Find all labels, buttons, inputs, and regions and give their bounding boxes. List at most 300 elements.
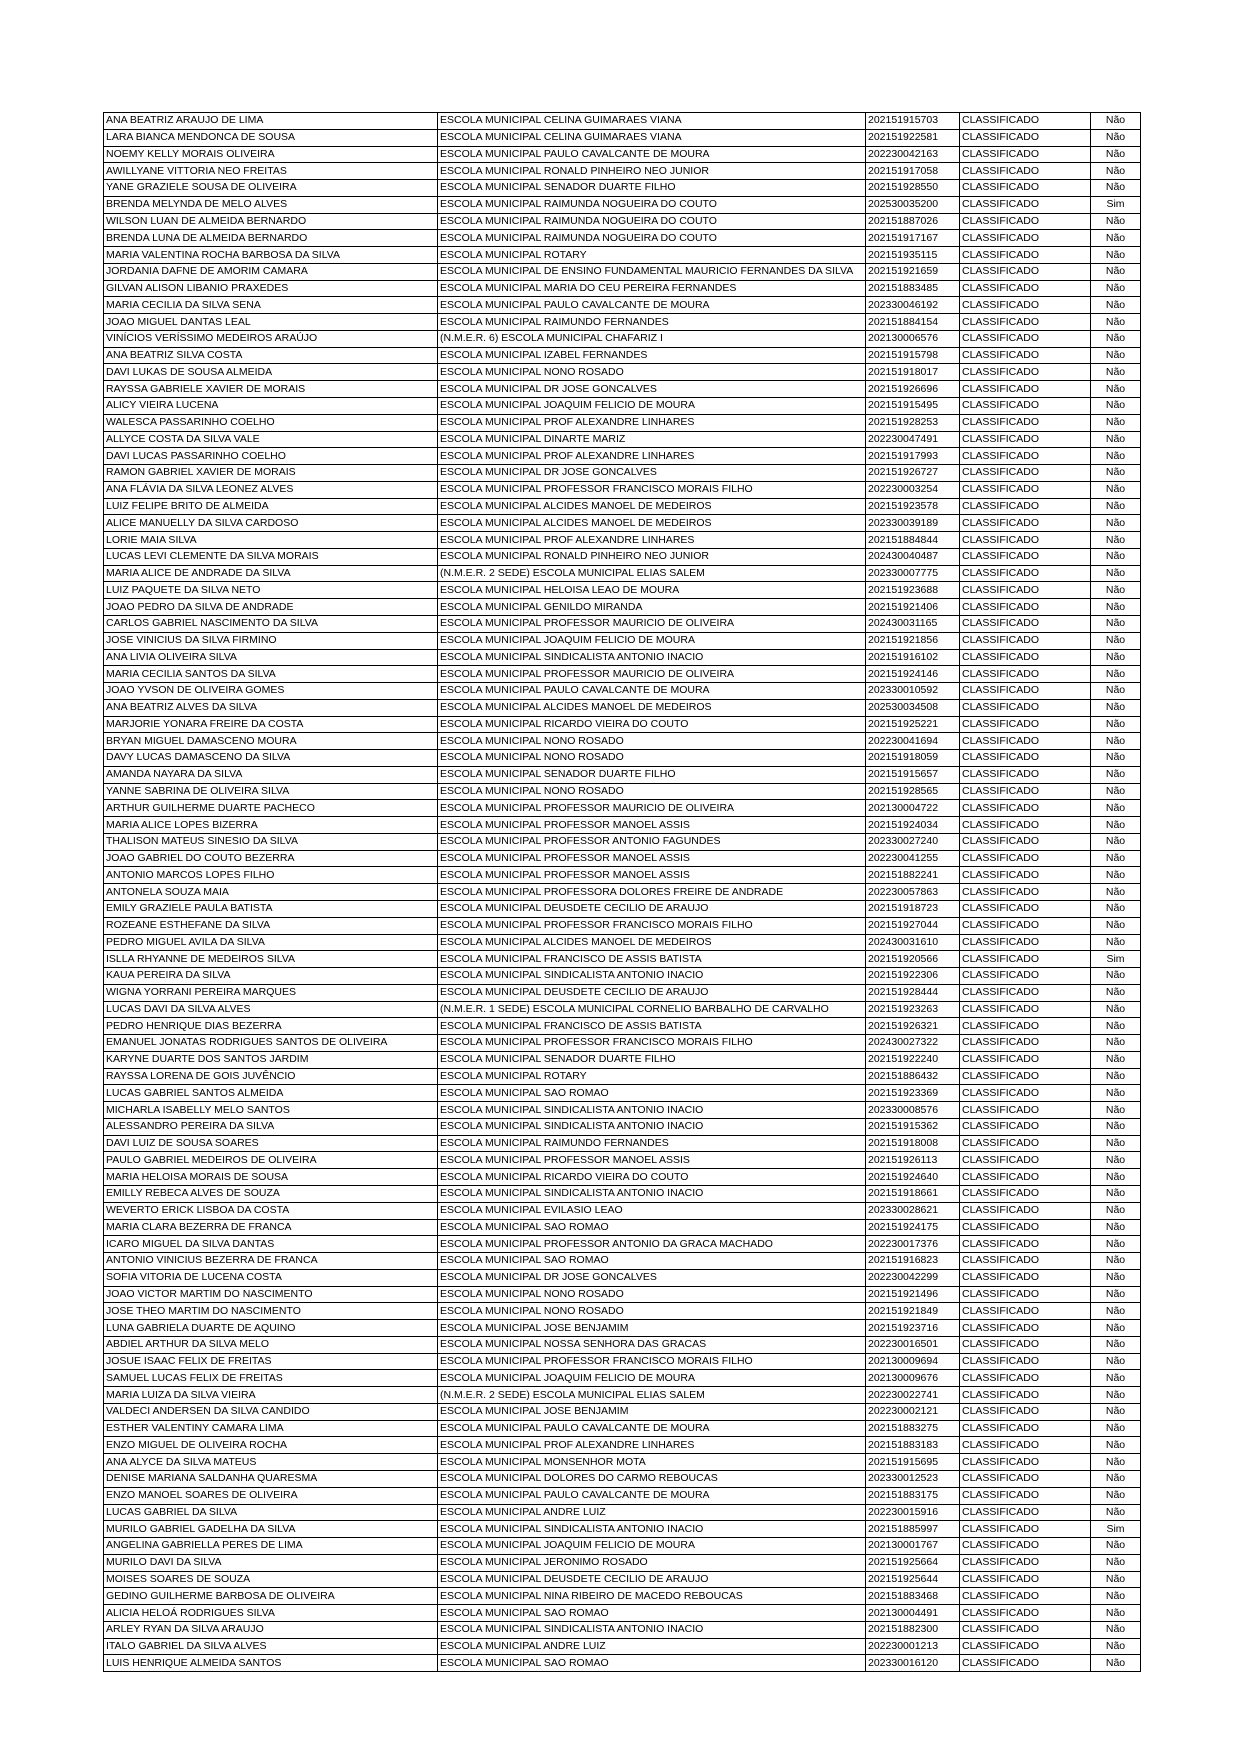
student-name-cell: JOAO MIGUEL DANTAS LEAL [104, 314, 438, 331]
student-name-cell: ALICIA HELOÁ RODRIGUES SILVA [104, 1605, 438, 1622]
registration-number-cell: 202151915657 [866, 766, 960, 783]
registration-number-cell: 202151922240 [866, 1051, 960, 1068]
flag-cell: Não [1091, 515, 1141, 532]
registration-number-cell: 202151917993 [866, 448, 960, 465]
flag-cell: Não [1091, 414, 1141, 431]
student-name-cell: MOISES SOARES DE SOUZA [104, 1571, 438, 1588]
status-cell: CLASSIFICADO [960, 1051, 1091, 1068]
table-row [104, 230, 1141, 247]
school-name-cell: ESCOLA MUNICIPAL SAO ROMAO [438, 1605, 866, 1622]
status-cell: CLASSIFICADO [960, 1605, 1091, 1622]
flag-cell: Não [1091, 1035, 1141, 1052]
flag-cell: Não [1091, 1336, 1141, 1353]
registration-number-cell: 202230041694 [866, 733, 960, 750]
table-row [104, 1538, 1141, 1555]
flag-cell: Não [1091, 850, 1141, 867]
student-name-cell: KAUA PEREIRA DA SILVA [104, 968, 438, 985]
status-cell: CLASSIFICADO [960, 766, 1091, 783]
table-row [104, 431, 1141, 448]
flag-cell: Não [1091, 733, 1141, 750]
status-cell: CLASSIFICADO [960, 666, 1091, 683]
student-name-cell: MARIA LUIZA DA SILVA VIEIRA [104, 1387, 438, 1404]
table-row [104, 867, 1141, 884]
flag-cell: Não [1091, 565, 1141, 582]
student-name-cell: LUIS HENRIQUE ALMEIDA SANTOS [104, 1655, 438, 1672]
table-row [104, 465, 1141, 482]
registration-number-cell: 202330039189 [866, 515, 960, 532]
flag-cell: Não [1091, 1236, 1141, 1253]
status-cell: CLASSIFICADO [960, 146, 1091, 163]
status-cell: CLASSIFICADO [960, 1370, 1091, 1387]
flag-cell: Não [1091, 1454, 1141, 1471]
student-name-cell: RAMON GABRIEL XAVIER DE MORAIS [104, 465, 438, 482]
student-name-cell: LUIZ PAQUETE DA SILVA NETO [104, 582, 438, 599]
student-name-cell: ANA FLÁVIA DA SILVA LEONEZ ALVES [104, 481, 438, 498]
flag-cell: Não [1091, 532, 1141, 549]
school-name-cell: ESCOLA MUNICIPAL DEUSDETE CECILIO DE ARAUJO [438, 1571, 866, 1588]
registration-number-cell: 202230016501 [866, 1336, 960, 1353]
flag-cell: Não [1091, 431, 1141, 448]
registration-number-cell: 202230042299 [866, 1269, 960, 1286]
table-row [104, 766, 1141, 783]
school-name-cell: ESCOLA MUNICIPAL JOAQUIM FELICIO DE MOURA [438, 1538, 866, 1555]
status-cell: CLASSIFICADO [960, 1554, 1091, 1571]
status-cell: CLASSIFICADO [960, 1085, 1091, 1102]
school-name-cell: ESCOLA MUNICIPAL PROFESSOR MANOEL ASSIS [438, 1152, 866, 1169]
table-row [104, 1638, 1141, 1655]
flag-cell: Não [1091, 1403, 1141, 1420]
student-name-cell: DAVI LUCAS PASSARINHO COELHO [104, 448, 438, 465]
flag-cell: Não [1091, 297, 1141, 314]
table-row [104, 163, 1141, 180]
registration-number-cell: 202151916102 [866, 649, 960, 666]
status-cell: CLASSIFICADO [960, 884, 1091, 901]
flag-cell: Não [1091, 666, 1141, 683]
table-row [104, 800, 1141, 817]
status-cell: CLASSIFICADO [960, 1286, 1091, 1303]
table-row [104, 968, 1141, 985]
student-name-cell: AWILLYANE VITTORIA NEO FREITAS [104, 163, 438, 180]
status-cell: CLASSIFICADO [960, 968, 1091, 985]
flag-cell: Não [1091, 800, 1141, 817]
status-cell: CLASSIFICADO [960, 1336, 1091, 1353]
student-name-cell: NOEMY KELLY MORAIS OLIVEIRA [104, 146, 438, 163]
student-name-cell: VINÍCIOS VERÍSSIMO MEDEIROS ARAÚJO [104, 330, 438, 347]
school-name-cell: ESCOLA MUNICIPAL PROFESSOR MAURICIO DE OLIVEIRA [438, 666, 866, 683]
flag-cell: Não [1091, 968, 1141, 985]
school-name-cell: ESCOLA MUNICIPAL DR JOSE GONCALVES [438, 1269, 866, 1286]
registration-number-cell: 202151883183 [866, 1437, 960, 1454]
status-cell: CLASSIFICADO [960, 1571, 1091, 1588]
student-name-cell: PEDRO HENRIQUE DIAS BEZERRA [104, 1018, 438, 1035]
registration-number-cell: 202330010592 [866, 683, 960, 700]
flag-cell: Não [1091, 163, 1141, 180]
student-name-cell: JORDANIA DAFNE DE AMORIM CAMARA [104, 263, 438, 280]
registration-number-cell: 202230022741 [866, 1387, 960, 1404]
school-name-cell: ESCOLA MUNICIPAL PROFESSOR MANOEL ASSIS [438, 867, 866, 884]
registration-number-cell: 202530035200 [866, 196, 960, 213]
table-row [104, 1454, 1141, 1471]
school-name-cell: ESCOLA MUNICIPAL SAO ROMAO [438, 1253, 866, 1270]
school-name-cell: ESCOLA MUNICIPAL SINDICALISTA ANTONIO INACIO [438, 1118, 866, 1135]
status-cell: CLASSIFICADO [960, 599, 1091, 616]
table-row [104, 1471, 1141, 1488]
flag-cell: Não [1091, 884, 1141, 901]
student-name-cell: THALISON MATEUS SINESIO DA SILVA [104, 833, 438, 850]
status-cell: CLASSIFICADO [960, 1135, 1091, 1152]
status-cell: CLASSIFICADO [960, 532, 1091, 549]
registration-number-cell: 202151917167 [866, 230, 960, 247]
flag-cell: Não [1091, 1353, 1141, 1370]
student-name-cell: JOAO YVSON DE OLIVEIRA GOMES [104, 683, 438, 700]
flag-cell: Não [1091, 1051, 1141, 1068]
flag-cell: Não [1091, 213, 1141, 230]
school-name-cell: ESCOLA MUNICIPAL NONO ROSADO [438, 783, 866, 800]
flag-cell: Não [1091, 1186, 1141, 1203]
student-name-cell: KARYNE DUARTE DOS SANTOS JARDIM [104, 1051, 438, 1068]
student-name-cell: ALESSANDRO PEREIRA DA SILVA [104, 1118, 438, 1135]
flag-cell: Não [1091, 934, 1141, 951]
status-cell: CLASSIFICADO [960, 465, 1091, 482]
status-cell: CLASSIFICADO [960, 1437, 1091, 1454]
student-name-cell: MICHARLA ISABELLY MELO SANTOS [104, 1102, 438, 1119]
student-name-cell: DAVI LUKAS DE SOUSA ALMEIDA [104, 364, 438, 381]
registration-number-cell: 202151928253 [866, 414, 960, 431]
registration-number-cell: 202151923263 [866, 1001, 960, 1018]
school-name-cell: ESCOLA MUNICIPAL CELINA GUIMARAES VIANA [438, 129, 866, 146]
student-name-cell: MURILO GABRIEL GADELHA DA SILVA [104, 1521, 438, 1538]
student-name-cell: ALICY VIEIRA LUCENA [104, 398, 438, 415]
status-cell: CLASSIFICADO [960, 1152, 1091, 1169]
status-cell: CLASSIFICADO [960, 783, 1091, 800]
status-cell: CLASSIFICADO [960, 1068, 1091, 1085]
status-cell: CLASSIFICADO [960, 398, 1091, 415]
flag-cell: Não [1091, 481, 1141, 498]
student-name-cell: JOSUE ISAAC FELIX DE FREITAS [104, 1353, 438, 1370]
status-cell: CLASSIFICADO [960, 247, 1091, 264]
status-cell: CLASSIFICADO [960, 1420, 1091, 1437]
flag-cell: Não [1091, 1219, 1141, 1236]
school-name-cell: ESCOLA MUNICIPAL PROFESSOR MAURICIO DE OLIVEIRA [438, 800, 866, 817]
registration-number-cell: 202151926113 [866, 1152, 960, 1169]
status-cell: CLASSIFICADO [960, 1303, 1091, 1320]
status-cell: CLASSIFICADO [960, 1387, 1091, 1404]
student-name-cell: LUCAS LEVI CLEMENTE DA SILVA MORAIS [104, 548, 438, 565]
table-row [104, 515, 1141, 532]
status-cell: CLASSIFICADO [960, 347, 1091, 364]
school-name-cell: ESCOLA MUNICIPAL RAIMUNDA NOGUEIRA DO COUTO [438, 213, 866, 230]
flag-cell: Não [1091, 129, 1141, 146]
school-name-cell: ESCOLA MUNICIPAL RAIMUNDO FERNANDES [438, 314, 866, 331]
table-row [104, 314, 1141, 331]
flag-cell: Não [1091, 649, 1141, 666]
registration-number-cell: 202151887026 [866, 213, 960, 230]
school-name-cell: ESCOLA MUNICIPAL RAIMUNDA NOGUEIRA DO COUTO [438, 196, 866, 213]
status-cell: CLASSIFICADO [960, 1487, 1091, 1504]
registration-number-cell: 202151928565 [866, 783, 960, 800]
flag-cell: Sim [1091, 1521, 1141, 1538]
student-name-cell: RAYSSA LORENA DE GOIS JUVÊNCIO [104, 1068, 438, 1085]
flag-cell: Não [1091, 263, 1141, 280]
table-row [104, 1554, 1141, 1571]
registration-number-cell: 202151883485 [866, 280, 960, 297]
status-cell: CLASSIFICADO [960, 1588, 1091, 1605]
school-name-cell: ESCOLA MUNICIPAL ANDRE LUIZ [438, 1638, 866, 1655]
school-name-cell: ESCOLA MUNICIPAL ALCIDES MANOEL DE MEDEIROS [438, 699, 866, 716]
school-name-cell: ESCOLA MUNICIPAL PROFESSOR MANOEL ASSIS [438, 850, 866, 867]
status-cell: CLASSIFICADO [960, 381, 1091, 398]
status-cell: CLASSIFICADO [960, 314, 1091, 331]
flag-cell: Não [1091, 1655, 1141, 1672]
status-cell: CLASSIFICADO [960, 180, 1091, 197]
status-cell: CLASSIFICADO [960, 280, 1091, 297]
table-row [104, 1504, 1141, 1521]
flag-cell: Não [1091, 1437, 1141, 1454]
table-row [104, 1068, 1141, 1085]
results-table-body [104, 113, 1141, 1672]
table-row [104, 649, 1141, 666]
student-name-cell: AMANDA NAYARA DA SILVA [104, 766, 438, 783]
school-name-cell: ESCOLA MUNICIPAL ALCIDES MANOEL DE MEDEIROS [438, 934, 866, 951]
table-row [104, 414, 1141, 431]
table-row [104, 1588, 1141, 1605]
student-name-cell: ABDIEL ARTHUR DA SILVA MELO [104, 1336, 438, 1353]
student-name-cell: JOAO PEDRO DA SILVA DE ANDRADE [104, 599, 438, 616]
registration-number-cell: 202430031165 [866, 615, 960, 632]
school-name-cell: ESCOLA MUNICIPAL RICARDO VIEIRA DO COUTO [438, 716, 866, 733]
school-name-cell: ESCOLA MUNICIPAL NOSSA SENHORA DAS GRACAS [438, 1336, 866, 1353]
registration-number-cell: 202130004491 [866, 1605, 960, 1622]
table-row [104, 1219, 1141, 1236]
flag-cell: Não [1091, 582, 1141, 599]
table-row [104, 1152, 1141, 1169]
table-row [104, 1420, 1141, 1437]
student-name-cell: ANA BEATRIZ ALVES DA SILVA [104, 699, 438, 716]
table-row [104, 1521, 1141, 1538]
flag-cell: Não [1091, 683, 1141, 700]
school-name-cell: ESCOLA MUNICIPAL JOSE BENJAMIM [438, 1320, 866, 1337]
flag-cell: Não [1091, 548, 1141, 565]
status-cell: CLASSIFICADO [960, 632, 1091, 649]
table-row [104, 213, 1141, 230]
school-name-cell: ESCOLA MUNICIPAL HELOISA LEAO DE MOURA [438, 582, 866, 599]
student-name-cell: ANA BEATRIZ SILVA COSTA [104, 347, 438, 364]
school-name-cell: ESCOLA MUNICIPAL SINDICALISTA ANTONIO INACIO [438, 968, 866, 985]
table-row [104, 1102, 1141, 1119]
table-row [104, 297, 1141, 314]
flag-cell: Não [1091, 984, 1141, 1001]
student-name-cell: LUCAS DAVI DA SILVA ALVES [104, 1001, 438, 1018]
flag-cell: Não [1091, 1169, 1141, 1186]
school-name-cell: ESCOLA MUNICIPAL PROF ALEXANDRE LINHARES [438, 448, 866, 465]
student-name-cell: ANTONIO VINICIUS BEZERRA DE FRANCA [104, 1253, 438, 1270]
status-cell: CLASSIFICADO [960, 1269, 1091, 1286]
registration-number-cell: 202330007775 [866, 565, 960, 582]
status-cell: CLASSIFICADO [960, 1236, 1091, 1253]
flag-cell: Não [1091, 1085, 1141, 1102]
school-name-cell: ESCOLA MUNICIPAL JOAQUIM FELICIO DE MOURA [438, 398, 866, 415]
student-name-cell: ALICE MANUELLY DA SILVA CARDOSO [104, 515, 438, 532]
flag-cell: Não [1091, 230, 1141, 247]
registration-number-cell: 202151922306 [866, 968, 960, 985]
school-name-cell: ESCOLA MUNICIPAL RICARDO VIEIRA DO COUTO [438, 1169, 866, 1186]
registration-number-cell: 202151918008 [866, 1135, 960, 1152]
student-name-cell: MARIA CLARA BEZERRA DE FRANCA [104, 1219, 438, 1236]
table-row [104, 398, 1141, 415]
school-name-cell: ESCOLA MUNICIPAL DEUSDETE CECILIO DE ARAUJO [438, 984, 866, 1001]
table-row [104, 1135, 1141, 1152]
student-name-cell: RAYSSA GABRIELE XAVIER DE MORAIS [104, 381, 438, 398]
school-name-cell: ESCOLA MUNICIPAL PAULO CAVALCANTE DE MOURA [438, 146, 866, 163]
student-name-cell: SOFIA VITORIA DE LUCENA COSTA [104, 1269, 438, 1286]
student-name-cell: ROZEANE ESTHEFANE DA SILVA [104, 917, 438, 934]
table-row [104, 1202, 1141, 1219]
school-name-cell: ESCOLA MUNICIPAL SAO ROMAO [438, 1085, 866, 1102]
status-cell: CLASSIFICADO [960, 800, 1091, 817]
registration-number-cell: 202151928444 [866, 984, 960, 1001]
status-cell: CLASSIFICADO [960, 565, 1091, 582]
student-name-cell: ENZO MANOEL SOARES DE OLIVEIRA [104, 1487, 438, 1504]
school-name-cell: (N.M.E.R. 2 SEDE) ESCOLA MUNICIPAL ELIAS SALEM [438, 1387, 866, 1404]
student-name-cell: MARIA VALENTINA ROCHA BARBOSA DA SILVA [104, 247, 438, 264]
table-row [104, 481, 1141, 498]
school-name-cell: ESCOLA MUNICIPAL ANDRE LUIZ [438, 1504, 866, 1521]
table-row [104, 900, 1141, 917]
registration-number-cell: 202330046192 [866, 297, 960, 314]
registration-number-cell: 202151884844 [866, 532, 960, 549]
status-cell: CLASSIFICADO [960, 1621, 1091, 1638]
flag-cell: Não [1091, 1253, 1141, 1270]
student-name-cell: ANTONIO MARCOS LOPES FILHO [104, 867, 438, 884]
registration-number-cell: 202151926727 [866, 465, 960, 482]
student-name-cell: ANA ALYCE DA SILVA MATEUS [104, 1454, 438, 1471]
school-name-cell: ESCOLA MUNICIPAL JOAQUIM FELICIO DE MOURA [438, 1370, 866, 1387]
school-name-cell: ESCOLA MUNICIPAL ALCIDES MANOEL DE MEDEIROS [438, 515, 866, 532]
school-name-cell: ESCOLA MUNICIPAL RONALD PINHEIRO NEO JUNIOR [438, 163, 866, 180]
table-row [104, 1286, 1141, 1303]
table-row [104, 247, 1141, 264]
status-cell: CLASSIFICADO [960, 649, 1091, 666]
flag-cell: Não [1091, 1135, 1141, 1152]
status-cell: CLASSIFICADO [960, 750, 1091, 767]
registration-number-cell: 202330012523 [866, 1471, 960, 1488]
registration-number-cell: 202151924640 [866, 1169, 960, 1186]
school-name-cell: ESCOLA MUNICIPAL PROFESSOR MAURICIO DE OLIVEIRA [438, 615, 866, 632]
status-cell: CLASSIFICADO [960, 1353, 1091, 1370]
school-name-cell: ESCOLA MUNICIPAL PROFESSORA DOLORES FREIRE DE ANDRADE [438, 884, 866, 901]
table-row [104, 783, 1141, 800]
school-name-cell: ESCOLA MUNICIPAL SENADOR DUARTE FILHO [438, 766, 866, 783]
status-cell: CLASSIFICADO [960, 1118, 1091, 1135]
table-row [104, 1437, 1141, 1454]
registration-number-cell: 202151882300 [866, 1621, 960, 1638]
student-name-cell: ENZO MIGUEL DE OLIVEIRA ROCHA [104, 1437, 438, 1454]
status-cell: CLASSIFICADO [960, 1219, 1091, 1236]
flag-cell: Não [1091, 1605, 1141, 1622]
table-row [104, 532, 1141, 549]
status-cell: CLASSIFICADO [960, 917, 1091, 934]
registration-number-cell: 202430031610 [866, 934, 960, 951]
registration-number-cell: 202151915495 [866, 398, 960, 415]
flag-cell: Não [1091, 280, 1141, 297]
school-name-cell: ESCOLA MUNICIPAL ALCIDES MANOEL DE MEDEIROS [438, 498, 866, 515]
table-row [104, 1186, 1141, 1203]
table-row [104, 1336, 1141, 1353]
flag-cell: Não [1091, 364, 1141, 381]
status-cell: CLASSIFICADO [960, 1538, 1091, 1555]
table-row [104, 716, 1141, 733]
school-name-cell: ESCOLA MUNICIPAL NONO ROSADO [438, 1286, 866, 1303]
status-cell: CLASSIFICADO [960, 1504, 1091, 1521]
table-row [104, 1571, 1141, 1588]
school-name-cell: ESCOLA MUNICIPAL PROFESSOR MANOEL ASSIS [438, 817, 866, 834]
student-name-cell: ICARO MIGUEL DA SILVA DANTAS [104, 1236, 438, 1253]
registration-number-cell: 202151884154 [866, 314, 960, 331]
table-row [104, 498, 1141, 515]
student-name-cell: PAULO GABRIEL MEDEIROS DE OLIVEIRA [104, 1152, 438, 1169]
flag-cell: Não [1091, 1202, 1141, 1219]
table-row [104, 1018, 1141, 1035]
flag-cell: Não [1091, 146, 1141, 163]
registration-number-cell: 202151923688 [866, 582, 960, 599]
student-name-cell: MARIA CECILIA DA SILVA SENA [104, 297, 438, 314]
flag-cell: Não [1091, 498, 1141, 515]
flag-cell: Não [1091, 599, 1141, 616]
table-row [104, 1605, 1141, 1622]
registration-number-cell: 202151921849 [866, 1303, 960, 1320]
status-cell: CLASSIFICADO [960, 163, 1091, 180]
student-name-cell: WIGNA YORRANI PEREIRA MARQUES [104, 984, 438, 1001]
school-name-cell: ESCOLA MUNICIPAL NONO ROSADO [438, 750, 866, 767]
student-name-cell: GEDINO GUILHERME BARBOSA DE OLIVEIRA [104, 1588, 438, 1605]
table-row [104, 850, 1141, 867]
table-row [104, 1403, 1141, 1420]
school-name-cell: ESCOLA MUNICIPAL NONO ROSADO [438, 1303, 866, 1320]
status-cell: CLASSIFICADO [960, 615, 1091, 632]
school-name-cell: ESCOLA MUNICIPAL PAULO CAVALCANTE DE MOURA [438, 1420, 866, 1437]
flag-cell: Não [1091, 766, 1141, 783]
flag-cell: Não [1091, 1118, 1141, 1135]
school-name-cell: ESCOLA MUNICIPAL PROFESSOR FRANCISCO MORAIS FILHO [438, 917, 866, 934]
registration-number-cell: 202151918017 [866, 364, 960, 381]
flag-cell: Não [1091, 314, 1141, 331]
student-name-cell: MARIA HELOISA MORAIS DE SOUSA [104, 1169, 438, 1186]
registration-number-cell: 202151925221 [866, 716, 960, 733]
registration-number-cell: 202151915703 [866, 113, 960, 130]
flag-cell: Não [1091, 750, 1141, 767]
registration-number-cell: 202151926321 [866, 1018, 960, 1035]
school-name-cell: ESCOLA MUNICIPAL MONSENHOR MOTA [438, 1454, 866, 1471]
status-cell: CLASSIFICADO [960, 330, 1091, 347]
school-name-cell: ESCOLA MUNICIPAL PAULO CAVALCANTE DE MOURA [438, 1487, 866, 1504]
flag-cell: Não [1091, 1487, 1141, 1504]
registration-number-cell: 202530034508 [866, 699, 960, 716]
flag-cell: Não [1091, 1471, 1141, 1488]
registration-number-cell: 202151925644 [866, 1571, 960, 1588]
student-name-cell: WILSON LUAN DE ALMEIDA BERNARDO [104, 213, 438, 230]
table-row [104, 1253, 1141, 1270]
school-name-cell: ESCOLA MUNICIPAL SINDICALISTA ANTONIO INACIO [438, 1621, 866, 1638]
student-name-cell: MARIA ALICE LOPES BIZERRA [104, 817, 438, 834]
status-cell: CLASSIFICADO [960, 867, 1091, 884]
status-cell: CLASSIFICADO [960, 934, 1091, 951]
flag-cell: Não [1091, 1554, 1141, 1571]
status-cell: CLASSIFICADO [960, 833, 1091, 850]
student-name-cell: ANA BEATRIZ ARAUJO DE LIMA [104, 113, 438, 130]
flag-cell: Não [1091, 900, 1141, 917]
table-row [104, 1655, 1141, 1672]
table-row [104, 448, 1141, 465]
